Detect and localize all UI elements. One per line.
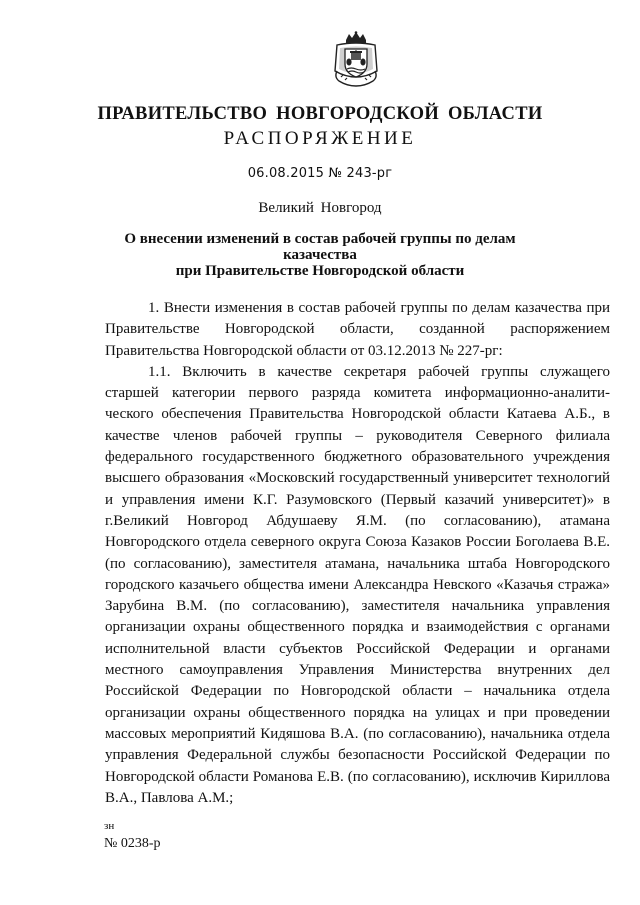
date-number-line: 06.08.2015 № 243-рг [247, 166, 393, 181]
city-name: Великий Новгород [258, 200, 382, 216]
subject-line-2: при Правительстве Новгородской области [175, 263, 465, 279]
executor-initials: зн [104, 820, 115, 832]
subject-line-1: О внесении изменений в состав рабочей группы по делам казачества [124, 231, 516, 263]
registration-number: № 0238-р [104, 836, 161, 851]
document-subject [95, 231, 545, 279]
paragraph-1: 1. Внести изменения в состав рабочей группы по делам казачества при Правительстве Новгородской области, созданной распоряжением Правительства Новгородской области от 03.12.2013 № 227-рг: [105, 300, 610, 359]
paragraph-1-1: 1.1. Включить в качестве секретаря рабочей группы служащего старшей категории первого разряда комитета информационно-аналити-ческого обеспечения Правительства Новгородской области Катаева А.Б., в качестве членов рабочей группы – руководителя Северного филиала федерального государственного бюджетного образовательного учреждения высшего образования «Московский государственный университет технологий и управления имени К.Г. Разумовского (Первый казачий университет)» в г.Великий Новгород Абдушаеву Я.М. (по согласованию), атамана Новгородского отдела северного округа Союза Казаков России Боголаева В.Е. (по согласованию), заместителя атамана, начальника штаба Новгородского городского казачьего общества имени Александра Невского «Казачья стража» Зарубина В.М. (по согласованию), заместителя начальника управления организации охраны общественного порядка и взаимодействия с органами исполнительной власти субъектов Российской Федерации и органами местного самоуправления Управления Министерства внутренних дел Российской Федерации по Новгородской области – начальника отдела организации охраны общественного порядка на улицах и при проведении массовых мероприятий Кидяшова В.А. (по согласованию), начальника отдела управления Федеральной службы безопасности Российской Федерации по Новгородской области Романова Е.В. (по согласованию), исключив Кириллова В.А., Павлова А.М.; [105, 363, 610, 806]
document-body [105, 298, 610, 809]
document-type: РАСПОРЯЖЕНИЕ [223, 128, 417, 149]
organization-title: ПРАВИТЕЛЬСТВО НОВГОРОДСКОЙ ОБЛАСТИ [97, 104, 543, 124]
coat-of-arms-icon [333, 31, 379, 87]
document-footer [104, 818, 161, 852]
